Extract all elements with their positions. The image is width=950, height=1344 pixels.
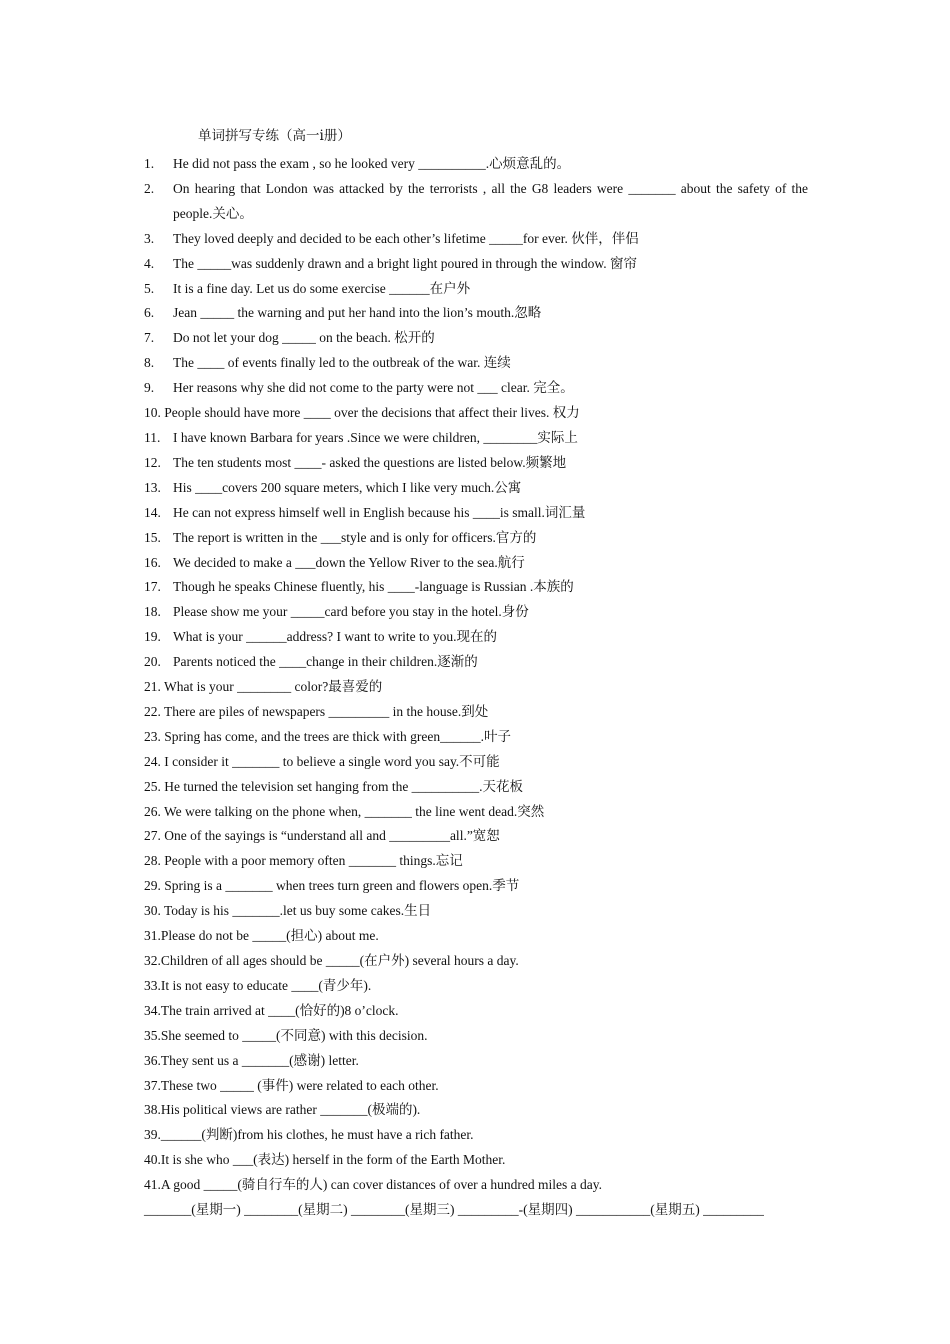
item-number: 17.	[144, 579, 161, 595]
exercise-item: 32.Children of all ages should be _____(在户外) several hours a day.	[144, 953, 519, 968]
exercise-item	[144, 501, 808, 526]
exercise-item	[144, 600, 808, 625]
item-number: 18.	[144, 604, 161, 620]
exercise-item: 38.His political views are rather _______(极端的).	[144, 1102, 421, 1118]
exercise-item: 28. People with a poor memory often _______ things.忘记	[144, 853, 463, 869]
document-title: 单词拼写专练（高一ⅰ册）	[198, 128, 351, 143]
exercise-item	[144, 426, 808, 451]
exercise-item: 26. We were talking on the phone when, _______ the line went dead.突然	[144, 803, 545, 819]
exercise-item	[144, 227, 808, 252]
item-number: 20.	[144, 654, 161, 670]
item-text: On hearing that London was attacked by the terrorists , all the G8 leaders were _______ about the safety of the people.关心。	[173, 180, 808, 221]
item-number: 19.	[144, 629, 161, 645]
exercise-item: 37.These two _____ (事件) were related to each other.	[144, 1077, 439, 1093]
item-text: He did not pass the exam , so he looked very __________.心烦意乱的。	[173, 156, 571, 171]
exercise-item: 24. I consider it _______ to believe a single word you say.不可能	[144, 753, 500, 769]
exercise-item	[144, 301, 808, 326]
exercise-item	[144, 625, 808, 650]
item-text: His ____covers 200 square meters, which I like very much.公寓	[173, 479, 522, 495]
exercise-item	[144, 526, 808, 551]
item-number: 13.	[144, 479, 161, 495]
item-number: 2.	[144, 180, 155, 196]
exercise-item: 22. There are piles of newspapers _________ in the house.到处	[144, 703, 489, 719]
item-number: 16.	[144, 554, 161, 570]
exercise-item	[144, 152, 808, 177]
exercise-item	[144, 252, 808, 277]
exercise-item	[144, 650, 808, 675]
exercise-item: 41.A good _____(骑自行车的人) can cover distances of over a hundred miles a day.	[144, 1177, 603, 1193]
exercise-item: 29. Spring is a _______ when trees turn green and flowers open.季节	[144, 878, 520, 894]
exercise-item: 40.It is she who ___(表达) herself in the form of the Earth Mother.	[144, 1152, 506, 1168]
item-text: It is a fine day. Let us do some exercise ______在户外	[173, 280, 471, 296]
item-text: The ____ of events finally led to the outbreak of the war. 连续	[173, 355, 511, 371]
exercise-item	[144, 351, 808, 376]
exercise-item	[144, 575, 808, 600]
exercise-item	[144, 476, 808, 501]
item-number: 9.	[144, 380, 155, 396]
exercise-list	[144, 152, 808, 1223]
exercise-item	[144, 326, 808, 351]
item-text: They loved deeply and decided to be each other’s lifetime _____for ever. 伙伴，伴侣	[173, 230, 639, 246]
exercise-item: 23. Spring has come, and the trees are thick with green______.叶子	[144, 728, 512, 744]
exercise-item: 35.She seemed to _____(不同意) with this decision.	[144, 1027, 428, 1043]
weekdays-line: _______(星期一) ________(星期二) ________(星期三) _________-(星期四) ___________(星期五) _________	[144, 1202, 764, 1218]
exercise-item: 30. Today is his _______.let us buy some cakes.生日	[144, 903, 432, 919]
item-text: Parents noticed the ____change in their children.逐渐的	[173, 654, 478, 670]
item-text: Though he speaks Chinese fluently, his ____-language is Russian .本族的	[173, 579, 574, 595]
exercise-item: 21. What is your ________ color?最喜爱的	[144, 679, 383, 695]
item-text: I have known Barbara for years .Since we were children, ________实际上	[173, 429, 578, 445]
item-number: 6.	[144, 305, 155, 321]
item-text: The ten students most ____- asked the questions are listed below.频繁地	[173, 454, 567, 470]
exercise-item: 36.They sent us a _______(感谢) letter.	[144, 1052, 359, 1068]
item-text: Please show me your _____card before you stay in the hotel.身份	[173, 604, 529, 620]
exercise-item: 39.______(判断)from his clothes, he must have a rich father.	[144, 1127, 474, 1143]
item-number: 7.	[144, 330, 155, 346]
item-number: 3.	[144, 230, 155, 246]
exercise-item: 27. One of the sayings is “understand all and _________all.”宽恕	[144, 828, 500, 844]
item-number: 4.	[144, 255, 155, 271]
item-text: The _____was suddenly drawn and a bright light poured in through the window. 窗帘	[173, 255, 638, 271]
item-number: 14.	[144, 504, 161, 520]
exercise-item: 10. People should have more ____ over the decisions that affect their lives. 权力	[144, 405, 580, 421]
item-text: What is your ______address? I want to write to you.现在的	[173, 629, 497, 645]
exercise-item	[144, 376, 808, 401]
item-number: 8.	[144, 355, 155, 371]
item-text: We decided to make a ___down the Yellow River to the sea.航行	[173, 554, 525, 570]
exercise-item	[144, 451, 808, 476]
exercise-item	[144, 277, 808, 302]
item-number: 5.	[144, 280, 155, 296]
item-number: 15.	[144, 529, 161, 545]
exercise-item	[144, 551, 808, 576]
exercise-item: 25. He turned the television set hanging from the __________.天花板	[144, 778, 524, 794]
item-text: Jean _____ the warning and put her hand into the lion’s mouth.忽略	[173, 305, 542, 321]
exercise-item	[144, 177, 808, 227]
item-number: 11.	[144, 429, 161, 445]
item-text: The report is written in the ___style and is only for officers.官方的	[173, 529, 537, 545]
item-text: Do not let your dog _____ on the beach. 松开的	[173, 330, 435, 346]
exercise-item: 34.The train arrived at ____(恰好的)8 o’clock.	[144, 1002, 399, 1018]
item-number: 12.	[144, 454, 161, 470]
item-text: He can not express himself well in English because his ____is small.词汇量	[173, 504, 586, 520]
item-number: 1.	[144, 156, 155, 171]
item-text: Her reasons why she did not come to the party were not ___ clear. 完全。	[173, 380, 574, 396]
exercise-item: 31.Please do not be _____(担心) about me.	[144, 928, 379, 944]
exercise-item: 33.It is not easy to educate ____(青少年).	[144, 977, 372, 993]
